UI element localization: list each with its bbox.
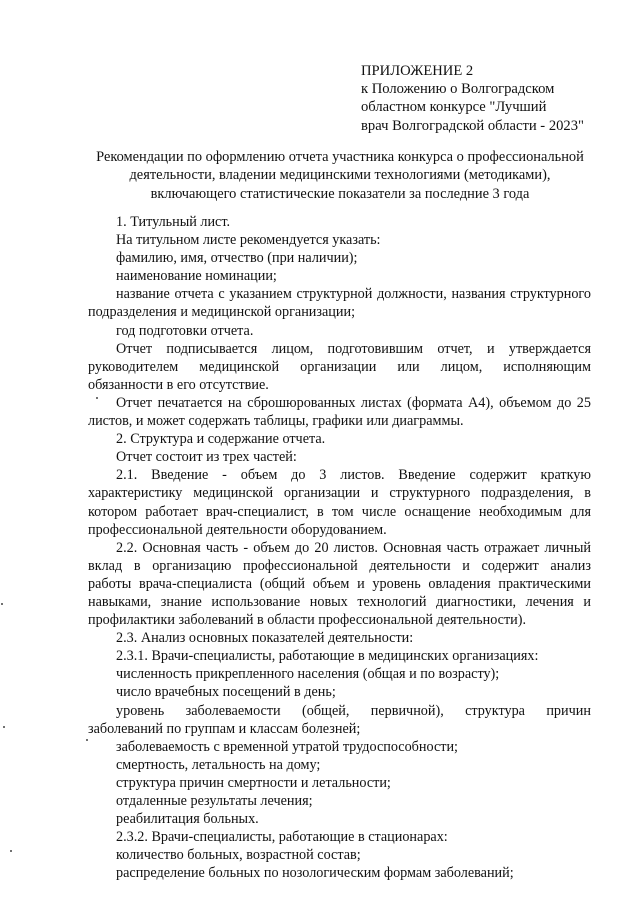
list-item: численность прикрепленного населения (общая и по возрасту); [116, 666, 500, 683]
list-item: реабилитация больных. [116, 811, 259, 828]
scan-speck [86, 739, 88, 741]
paragraph: характеристику медицинской организации и структурного подразделения, в [88, 485, 591, 502]
appendix-header [361, 62, 621, 135]
section-heading: 2.3. Анализ основных показателей деятельности: [116, 630, 414, 647]
scan-speck [3, 726, 5, 728]
title-line: деятельности, владении медицинскими технологиями (методиками), [129, 167, 551, 184]
list-item: число врачебных посещений в день; [116, 684, 336, 701]
title-line: включающего статистические показатели за последние 3 года [150, 185, 530, 202]
scan-speck [96, 397, 98, 399]
list-item: заболеваний по группам и классам болезней; [88, 720, 361, 737]
subsection-heading: 2.3.1. Врачи-специалисты, работающие в медицинских организациях: [116, 648, 539, 665]
paragraph: Отчет печатается на сброшюрованных листах (формата А4), объемом до 25 [116, 394, 591, 411]
list-item: подразделения и медицинской организации; [88, 304, 356, 321]
section-heading: 2. Структура и содержание отчета. [116, 431, 326, 448]
word: (общей, [302, 702, 350, 719]
paragraph: 2.1. Введение - объем до 3 листов. Введение содержит краткую [116, 467, 591, 484]
subsection-heading: 2.3.2. Врачи-специалисты, работающие в стационарах: [116, 829, 448, 846]
paragraph: 2.2. Основная часть - объем до 20 листов. Основная часть отражает личный [116, 539, 591, 556]
paragraph: На титульном листе рекомендуется указать: [116, 232, 381, 249]
document-title [60, 148, 620, 203]
list-item [88, 702, 591, 720]
list-item: смертность, летальность на дому; [116, 756, 321, 773]
list-item: название отчета с указанием структурной должности, названия структурного [116, 286, 591, 303]
list-item: распределение больных по нозологическим формам заболеваний; [116, 865, 514, 882]
scan-speck [1, 603, 3, 605]
paragraph: Отчет состоит из трех частей: [116, 449, 297, 466]
appendix-reference: к Положению о Волгоградском [361, 81, 555, 98]
paragraph: профилактики заболеваний в области профессиональной деятельности). [88, 612, 527, 629]
list-item: отдаленные результаты лечения; [116, 793, 313, 809]
list-item: структура причин смертности и летальности; [116, 774, 391, 791]
word: уровень [116, 702, 165, 719]
paragraph: руководителем медицинской организации или лицом, исполняющим [88, 358, 591, 375]
appendix-reference: врач Волгоградской области - 2023" [361, 117, 584, 134]
title-line: Рекомендации по оформлению отчета участника конкурса о профессиональной [96, 149, 584, 165]
paragraph: Отчет подписывается лицом, подготовившим отчет, и утверждается [116, 340, 591, 357]
paragraph: котором работает врач-специалист, в том числе оснащение необходимым для [88, 503, 591, 520]
paragraph: профессиональной деятельности оборудованием. [88, 521, 387, 538]
paragraph: навыками, знание использование новых технологий диагностики, лечения и [88, 593, 591, 610]
paragraph: вклад в организацию профессиональной деятельности и содержит анализ [88, 557, 591, 574]
list-item: год подготовки отчета. [116, 322, 254, 339]
appendix-number: ПРИЛОЖЕНИЕ 2 [361, 63, 474, 79]
list-item: заболеваемость с временной утратой трудоспособности; [116, 738, 458, 755]
appendix-reference: областном конкурсе "Лучший [361, 99, 547, 116]
word: первичной), [370, 702, 444, 719]
list-item: фамилию, имя, отчество (при наличии); [116, 250, 358, 267]
word: заболеваемости [185, 702, 281, 719]
list-item: наименование номинации; [116, 268, 277, 285]
list-item: количество больных, возрастной состав; [116, 847, 361, 864]
word: структура [465, 702, 525, 719]
paragraph: обязанности в его отсутствие. [88, 376, 269, 393]
word: причин [546, 702, 591, 719]
section-heading: 1. Титульный лист. [116, 214, 231, 230]
paragraph: листов, и может содержать таблицы, графики или диаграммы. [88, 413, 464, 430]
paragraph: работы врача-специалиста (общий объем и уровень овладения практическими [88, 575, 591, 592]
scan-speck [10, 850, 12, 852]
document-body [88, 213, 591, 882]
